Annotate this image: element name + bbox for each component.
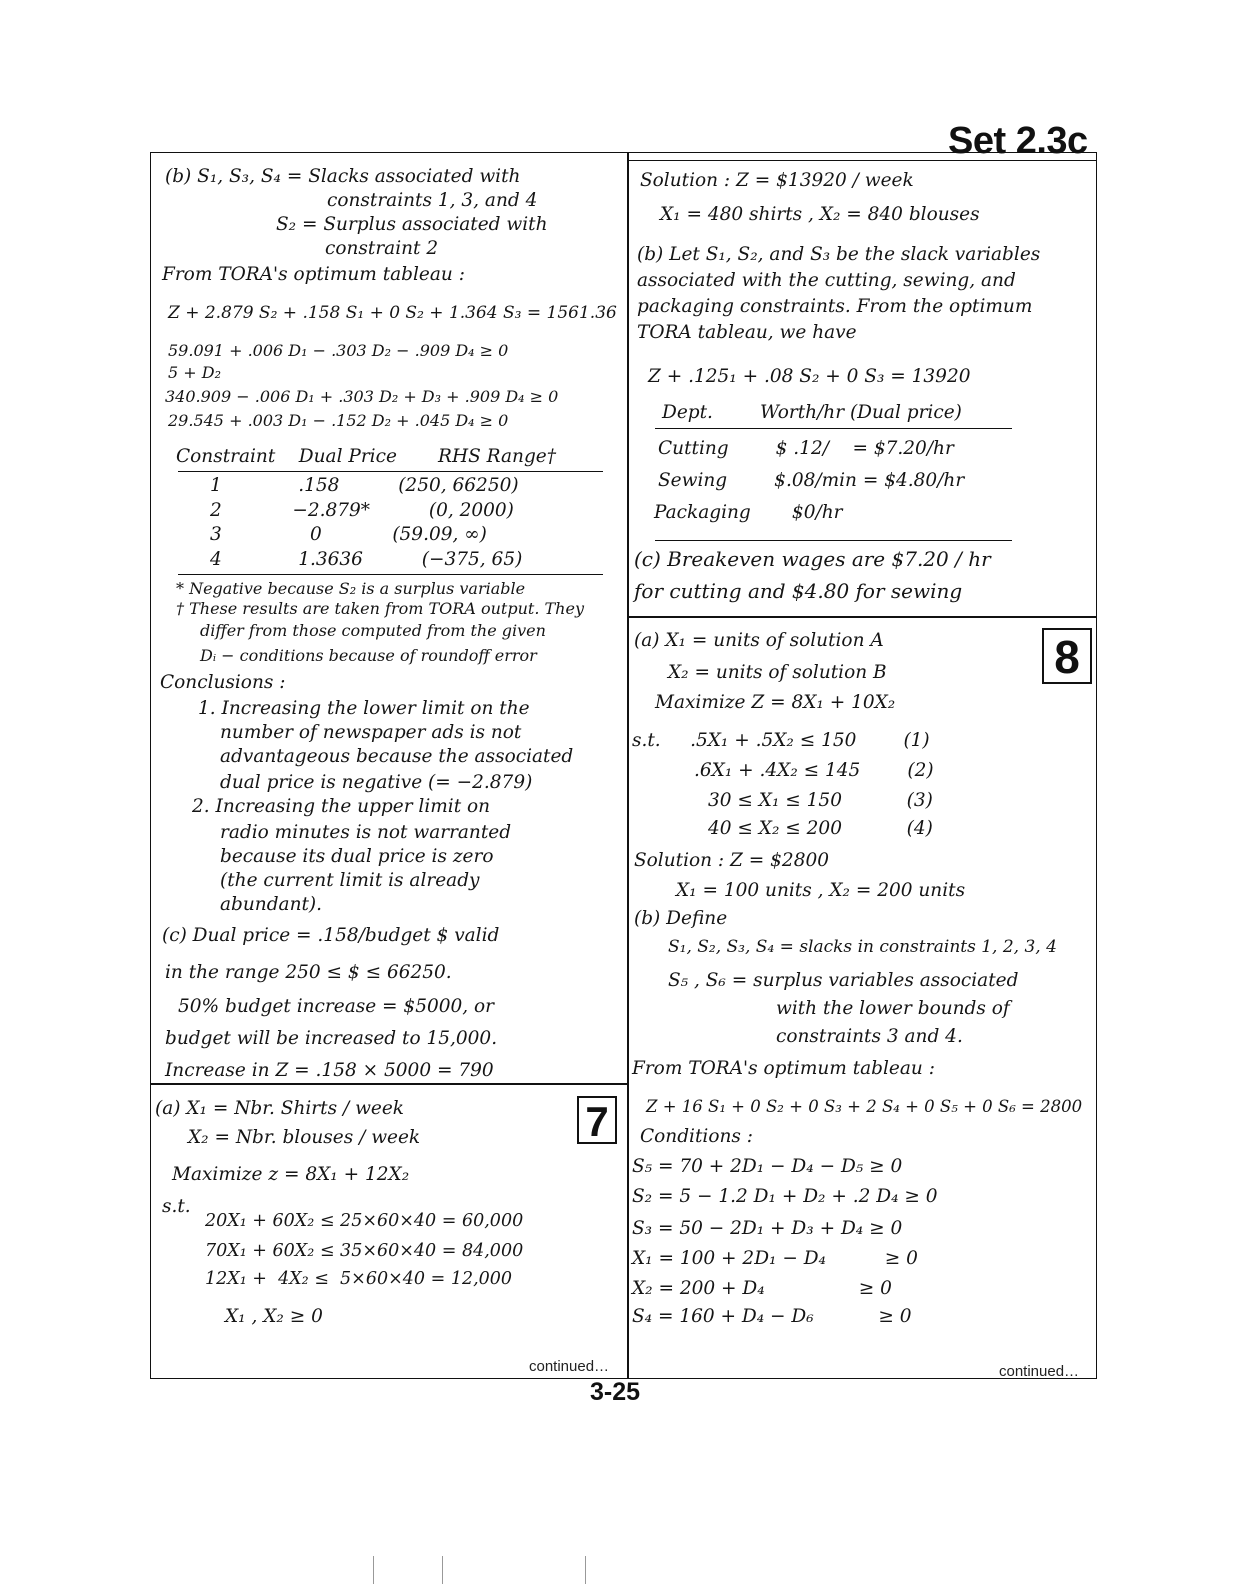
text-line: 5 + D₂ xyxy=(168,363,221,382)
text-line: (b) S₁, S₃, S₄ = Slacks associated with xyxy=(165,166,521,187)
text-line: Maximize Z = 8X₁ + 10X₂ xyxy=(655,692,896,713)
text-line: * Negative because S₂ is a surplus variable xyxy=(176,579,526,598)
text-line: S₅ , S₆ = surplus variables associated xyxy=(668,970,1019,991)
text-line: (c) Dual price = .158/budget $ valid xyxy=(162,925,500,946)
text-line: Solution : Z = $2800 xyxy=(634,850,830,871)
text-line: Dept. Worth/hr (Dual price) xyxy=(662,402,962,423)
text-line: X₁ , X₂ ≥ 0 xyxy=(225,1306,323,1327)
text-line: with the lower bounds of xyxy=(776,998,1010,1019)
text-line: S₅ = 70 + 2D₁ − D₄ − D₅ ≥ 0 xyxy=(632,1156,903,1177)
scan-mark xyxy=(373,1556,374,1584)
text-line: 40 ≤ X₂ ≤ 200 (4) xyxy=(708,818,933,839)
text-line: 4 1.3636 (−375, 65) xyxy=(210,549,523,570)
text-line: (the current limit is already xyxy=(220,870,480,891)
text-line: s.t. xyxy=(162,1196,191,1217)
text-line: S₄ = 160 + D₄ − D₆ ≥ 0 xyxy=(632,1306,912,1327)
text-line: constraints 1, 3, and 4 xyxy=(327,190,538,211)
text-line: .6X₁ + .4X₂ ≤ 145 (2) xyxy=(694,760,934,781)
text-line: associated with the cutting, sewing, and xyxy=(637,270,1016,291)
text-line: number of newspaper ads is not xyxy=(220,722,522,743)
text-line: Increase in Z = .158 × 5000 = 790 xyxy=(165,1060,494,1081)
text-line: 2. Increasing the upper limit on xyxy=(192,796,491,817)
text-line: (a) X₁ = units of solution A xyxy=(634,630,884,651)
right-top-divider xyxy=(627,160,1097,161)
text-line: 20X₁ + 60X₂ ≤ 25×60×40 = 60,000 xyxy=(205,1211,524,1231)
text-line: S₂ = 5 − 1.2 D₁ + D₂ + .2 D₄ ≥ 0 xyxy=(632,1186,938,1207)
text-line: in the range 250 ≤ $ ≤ 66250. xyxy=(165,962,452,983)
problem-number-7: 7 xyxy=(577,1096,617,1144)
scan-mark xyxy=(585,1556,586,1584)
continued-right: continued… xyxy=(999,1363,1080,1380)
text-line: differ from those computed from the given xyxy=(200,621,546,640)
dual-price-table-bottom xyxy=(178,574,603,575)
text-line: Solution : Z = $13920 / week xyxy=(640,170,914,191)
text-line: X₂ = 200 + D₄ ≥ 0 xyxy=(632,1278,892,1299)
set-title: Set 2.3c xyxy=(948,120,1088,162)
text-line: 12X₁ + 4X₂ ≤ 5×60×40 = 12,000 xyxy=(205,1269,513,1289)
text-line: TORA tableau, we have xyxy=(637,322,857,343)
text-line: because its dual price is zero xyxy=(220,846,494,867)
text-line: Sewing $.08/min = $4.80/hr xyxy=(658,470,965,491)
text-line: 1 .158 (250, 66250) xyxy=(210,475,519,496)
text-line: dual price is negative (= −2.879) xyxy=(220,772,533,793)
text-line: abundant). xyxy=(220,894,323,915)
text-line: X₁ = 100 + 2D₁ − D₄ ≥ 0 xyxy=(632,1248,918,1269)
text-line: radio minutes is not warranted xyxy=(220,822,512,843)
text-line: Z + 2.879 S₂ + .158 S₁ + 0 S₂ + 1.364 S₃ = 1561.36 xyxy=(168,303,617,323)
text-line: Conditions : xyxy=(640,1126,753,1147)
continued-left: continued… xyxy=(529,1358,610,1375)
text-line: 340.909 − .006 D₁ + .303 D₂ + D₃ + .909 D₄ ≥ 0 xyxy=(165,387,559,406)
text-line: † These results are taken from TORA output. They xyxy=(176,599,584,618)
left-section-divider xyxy=(150,1083,627,1085)
text-line: constraint 2 xyxy=(325,238,439,259)
text-line: X₁ = 480 shirts , X₂ = 840 blouses xyxy=(660,204,980,225)
text-line: S₂ = Surplus associated with xyxy=(276,214,548,235)
text-line: (b) Let S₁, S₂, and S₃ be the slack variables xyxy=(637,244,1041,265)
text-line: (a) X₁ = Nbr. Shirts / week xyxy=(155,1098,405,1119)
text-line: advantageous because the associated xyxy=(220,746,574,767)
text-line: X₁ = 100 units , X₂ = 200 units xyxy=(676,880,966,901)
text-line: 29.545 + .003 D₁ − .152 D₂ + .045 D₄ ≥ 0 xyxy=(168,411,509,430)
text-line: Maximize z = 8X₁ + 12X₂ xyxy=(172,1164,410,1185)
text-line: Cutting $ .12/ = $7.20/hr xyxy=(658,438,954,459)
text-line: From TORA's optimum tableau : xyxy=(632,1058,935,1079)
scan-mark xyxy=(442,1556,443,1584)
text-line: (b) Define xyxy=(634,908,728,929)
text-line: 2 −2.879* (0, 2000) xyxy=(210,500,514,521)
text-line: 70X₁ + 60X₂ ≤ 35×60×40 = 84,000 xyxy=(205,1241,524,1261)
text-line: S₁, S₂, S₃, S₄ = slacks in constraints 1, 2, 3, 4 xyxy=(668,937,1057,957)
text-line: X₂ = units of solution B xyxy=(668,662,887,683)
text-line: X₂ = Nbr. blouses / week xyxy=(188,1127,421,1148)
column-divider xyxy=(627,152,629,1379)
text-line: S₃ = 50 − 2D₁ + D₃ + D₄ ≥ 0 xyxy=(632,1218,903,1239)
text-line: Z + 16 S₁ + 0 S₂ + 0 S₃ + 2 S₄ + 0 S₅ + 0 S₆ = 2800 xyxy=(646,1097,1083,1116)
text-line: Constraint Dual Price RHS Range† xyxy=(176,446,557,467)
text-line: 1. Increasing the lower limit on the xyxy=(198,698,530,719)
page-number: 3-25 xyxy=(590,1378,641,1406)
text-line: Packaging $0/hr xyxy=(654,502,843,523)
text-line: 50% budget increase = $5000, or xyxy=(178,996,495,1017)
text-line: budget will be increased to 15,000. xyxy=(165,1028,498,1049)
text-line: From TORA's optimum tableau : xyxy=(162,264,465,285)
text-line: Dᵢ − conditions because of roundoff error xyxy=(200,646,537,665)
text-line: Conclusions : xyxy=(160,672,286,693)
problem-number-8: 8 xyxy=(1042,628,1092,684)
text-line: 59.091 + .006 D₁ − .303 D₂ − .909 D₄ ≥ 0 xyxy=(168,341,509,360)
text-line: packaging constraints. From the optimum xyxy=(637,296,1033,317)
text-line: 3 0 (59.09, ∞) xyxy=(210,524,487,545)
text-line: 30 ≤ X₁ ≤ 150 (3) xyxy=(708,790,933,811)
text-line: s.t. .5X₁ + .5X₂ ≤ 150 (1) xyxy=(632,730,930,751)
dual-price-table-rule xyxy=(178,471,603,472)
text-line: constraints 3 and 4. xyxy=(776,1026,963,1047)
worth-table-rule xyxy=(655,428,1012,429)
text-line: for cutting and $4.80 for sewing xyxy=(634,579,963,603)
text-line: Z + .125₁ + .08 S₂ + 0 S₃ = 13920 xyxy=(648,366,971,387)
text-line: (c) Breakeven wages are $7.20 / hr xyxy=(634,547,991,571)
right-section-divider xyxy=(627,616,1097,618)
worth-table-bottom xyxy=(655,540,1012,541)
